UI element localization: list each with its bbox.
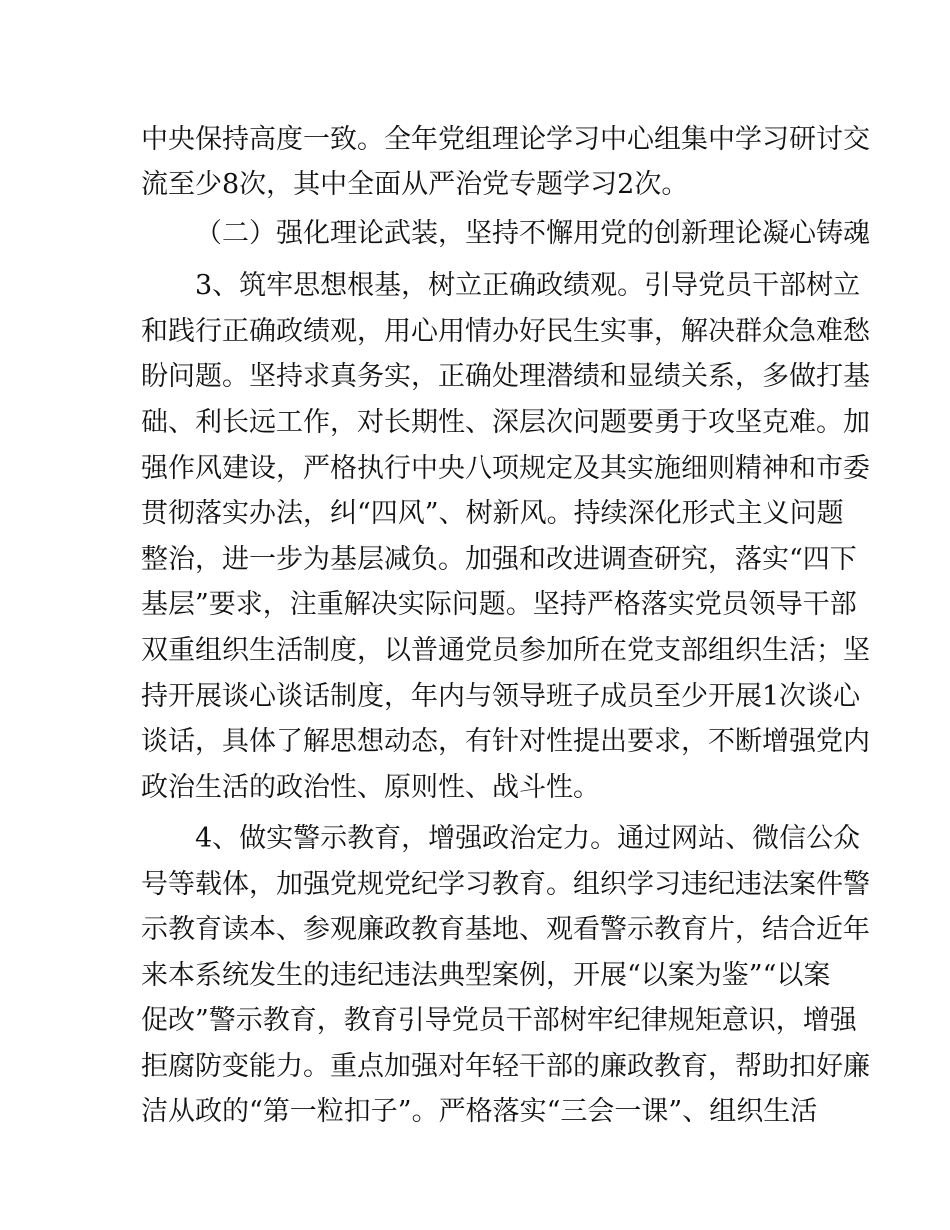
text-line: 持开展谈心谈话制度，年内与领导班子成员至少开展1次谈心 [141,681,861,712]
text-line: 和践行正确政绩观，用心用情办好民生实事，解决群众急难愁 [141,316,870,347]
text-line: 谈话，具体了解思想动态，有针对性提出要求，不断增强党内 [141,726,870,757]
text-line: 强作风建设，严格执行中央八项规定及其实施细则精神和市委 [141,453,870,484]
text-line: 政治生活的政治性、原则性、战斗性。 [141,772,600,803]
text-line: 流至少8次，其中全面从严治党专题学习2次。 [141,169,689,200]
text-line: 整治，进一步为基层减负。加强和改进调查研究，落实“四下 [141,544,857,575]
text-line: 来本系统发生的违纪违法典型案例，开展“以案为鉴”“以案 [141,960,831,991]
text-line: 础、利长远工作，对长期性、深层次问题要勇于攻坚克难。加 [141,407,870,438]
text-line: 中央保持高度一致。全年党组理论学习中心组集中学习研讨交 [141,124,870,155]
paragraph-heading-line: 3、筑牢思想根基，树立正确政绩观。引导党员干部树立 [195,270,861,301]
section-heading: （二）强化理论武装，坚持不懈用党的创新理论凝心铸魂 [195,218,870,249]
text-line: 盼问题。坚持求真务实，正确处理潜绩和显绩关系，多做打基 [141,361,870,392]
text-line: 拒腐防变能力。重点加强对年轻干部的廉政教育，帮助扣好廉 [141,1051,870,1082]
text-line: 双重组织生活制度，以普通党员参加所在党支部组织生活；坚 [141,635,870,666]
paragraph-heading-line: 4、做实警示教育，增强政治定力。通过网站、微信公众 [195,823,861,854]
text-line: 基层”要求，注重解决实际问题。坚持严格落实党员领导干部 [141,589,857,620]
text-line: 贯彻落实办法，纠“四风”、树新风。持续深化形式主义问题 [141,498,844,529]
text-line: 洁从政的“第一粒扣子”。严格落实“三会一课”、组织生活 [141,1096,818,1127]
text-line: 促改”警示教育，教育引导党员干部树牢纪律规矩意识，增强 [141,1005,857,1036]
text-line: 示教育读本、参观廉政教育基地、观看警示教育片，结合近年 [141,914,870,945]
text-line: 号等载体，加强党规党纪学习教育。组织学习违纪违法案件警 [141,869,870,900]
